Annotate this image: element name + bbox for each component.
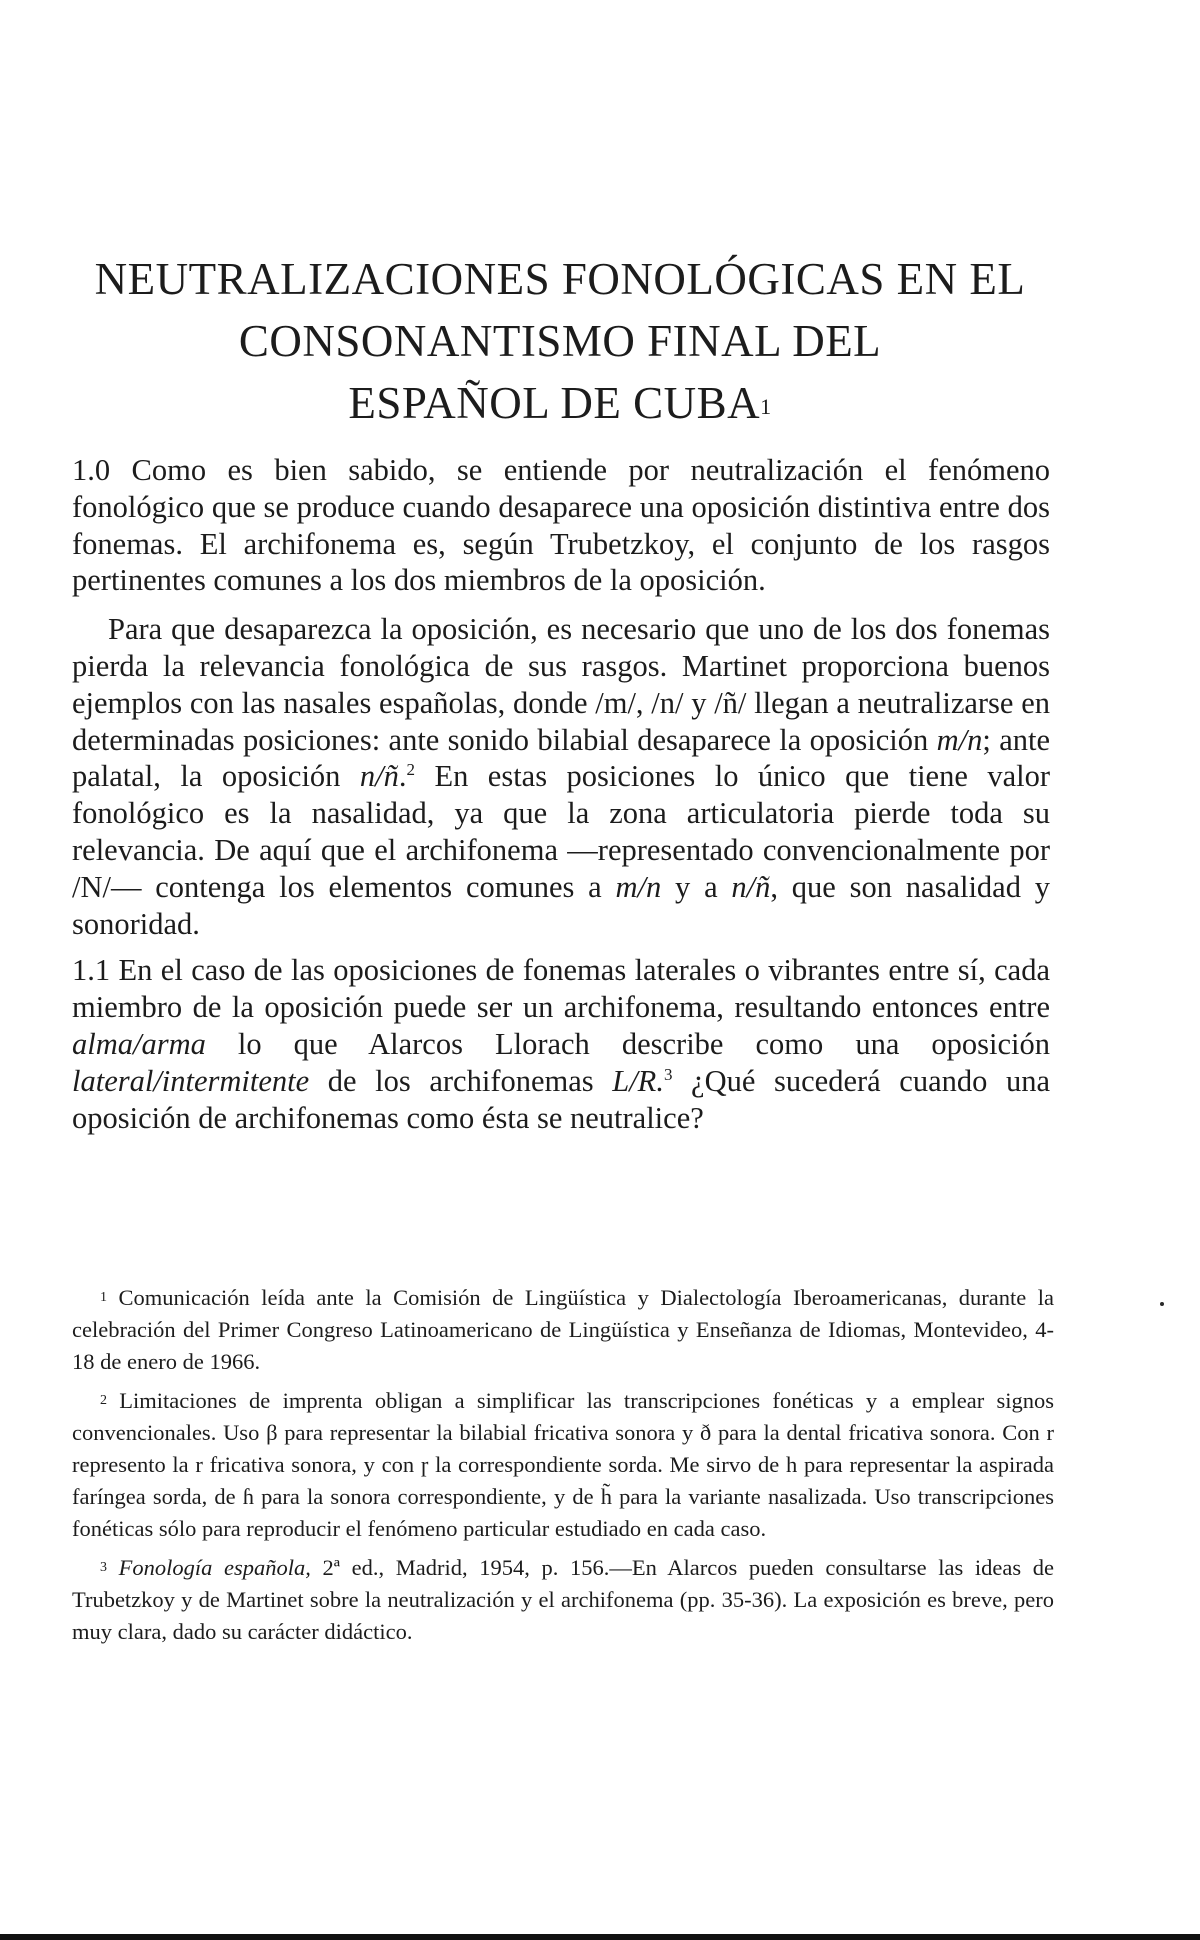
footnote-3 — [72, 1552, 1054, 1647]
footnote-1-mark: 1 — [100, 1290, 107, 1305]
footnote-3-mark: 3 — [100, 1560, 107, 1576]
title-line-2: CONSONANTISMO FINAL DEL — [238, 316, 882, 366]
paragraph-2-text-e: , que son nasalidad y sonoridad. — [72, 869, 1051, 941]
title-footnote-mark: 1 — [760, 394, 772, 419]
paragraph-3-text-a: En el caso de las oposiciones de fonemas laterales o vibrantes entre sí, cada miembro de la oposición puede ser un archifonema, resultando entonces entre — [72, 953, 1051, 1025]
footnote-3-italic-title: Fonología española, — [118, 1555, 311, 1581]
paragraph-3-italic-alma-arma: alma/arma — [72, 1026, 206, 1061]
section-number-1-0: 1.0 — [72, 453, 111, 487]
title-line-3 — [60, 372, 1060, 434]
paragraph-2-italic-mn: m/n — [936, 722, 983, 757]
paragraph-1-text: Como es bien sabido, se entiende por neutralización el fenómeno fonológico que se produce cuando desaparece una oposición distintiva entre dos fonemas. El archifonema es, según Trubetzkoy, el conjunto de los rasgos pertinentes comunes a los dos miembros de la oposición. — [72, 453, 1050, 598]
paragraph-2-text-b: ; ante palatal, la oposición — [72, 722, 1050, 794]
footnote-1-text: Comunicación leída ante la Comisión de Lingüística y Dialectología Iberoamericanas, durante la celebración del Primer Congreso Latinoamericano de Lingüística y Enseñanza de Idiomas, Montevideo, 4-18 de enero de 1966. — [72, 1285, 1055, 1374]
paragraph-3-italic-lateral: lateral/intermitente — [72, 1063, 310, 1098]
paragraph-2-text-a: Para que desaparezca la oposición, es necesario que uno de los dos fonemas pierda la relevancia fonológica de sus rasgos. Martinet proporciona buenos ejemplos con las nasales españolas, donde /m/, /n/ y /ñ/ llegan a neutralizarse en determinadas posiciones: ante sonido bilabial desaparece la oposición — [72, 612, 1050, 757]
title-line-3-text: ESPAÑOL DE CUBA — [348, 378, 761, 428]
paragraph-3-text-d: ¿Qué sucederá cuando una oposición de archifonemas como ésta se neutralice? — [72, 1063, 1050, 1135]
footnote-ref-3: 3 — [663, 1064, 673, 1084]
paragraph-2-text-d: y a — [661, 869, 732, 904]
article-body — [72, 452, 1050, 1136]
footnote-3-text: 2ª ed., Madrid, 1954, p. 156.—En Alarcos pueden consultarse las ideas de Trubetzkoy y de Martinet sobre la neutralización y el archifonema (pp. 35-36). La exposición es breve, pero muy clara, dado su carácter didáctico. — [72, 1555, 1055, 1644]
footnotes — [72, 1282, 1054, 1656]
footnote-2 — [72, 1385, 1054, 1544]
paragraph-2-italic-nn: n/ñ — [359, 759, 399, 794]
footnote-ref-2: 2 — [406, 760, 415, 780]
article-title — [60, 248, 1060, 434]
paragraph-3-italic-lr: L/R. — [612, 1063, 664, 1098]
paragraph-2-text-c: En estas posiciones lo único que tiene valor fonológico es la nasalidad, ya que la zona articulatoria pierde toda su relevancia. De aquí que el archifonema —representado convencionalmente por /N/— contenga los elementos comunes a — [72, 759, 1050, 904]
page-bottom-edge — [0, 1934, 1200, 1940]
footnote-2-text: Limitaciones de imprenta obligan a simplificar las transcripciones fonéticas y a emplear signos convencionales. Uso β para representar la bilabial fricativa sonora y ð para la dental fricativa sonora. Con r represento la r fricativa sonora, y con ɼ la correspondiente sorda. Me sirvo de h para representar la aspirada faríngea sorda, de ɦ para la sonora correspondiente, y de h̃ para la variante nasalizada. Uso transcripciones fonéticas sólo para reproducir el fenómeno particular estudiado en cada caso. — [72, 1388, 1054, 1541]
paragraph-2-italic-nn-2: n/ñ — [731, 869, 771, 904]
paragraph-2: Para que desaparezca la oposición, es necesario que uno de los dos fonemas pierda la relevancia fonológica de sus rasgos. Martinet proporciona buenos ejemplos con las nasales españolas, donde /m/, /n/ y /ñ/ llegan a neutralizarse en determinadas posiciones: ante sonido bilabial desaparece la oposición m/n; ante palatal, la oposición n/ñ.$^2$ En estas posiciones lo único que tiene valor fonológico es la nasalidad, ya que la zona articulatoria pierde toda su relevancia. De aquí que el archifonema —representado convencionalmente por /N/— contenga los elementos comunes a m/n y a n/ñ, que son nasalidad y sonoridad. — [72, 612, 1051, 941]
footnote-2-mark: 2 — [100, 1393, 107, 1409]
footnote-1 — [72, 1282, 1054, 1377]
scan-speck — [1160, 1302, 1164, 1306]
paragraph-3 — [72, 952, 1050, 1136]
paragraph-3-text-b: lo que Alarcos Llorach describe como una oposición — [205, 1026, 1050, 1061]
paragraph-3-text-c: de los archifonemas — [309, 1063, 613, 1098]
paragraph-1 — [72, 452, 1050, 599]
title-line-1: NEUTRALIZACIONES FONOLÓGICAS EN EL — [94, 254, 1026, 304]
paragraph-2-italic-mn-2: m/n — [615, 869, 662, 904]
section-number-1-1: 1.1 — [72, 953, 111, 988]
